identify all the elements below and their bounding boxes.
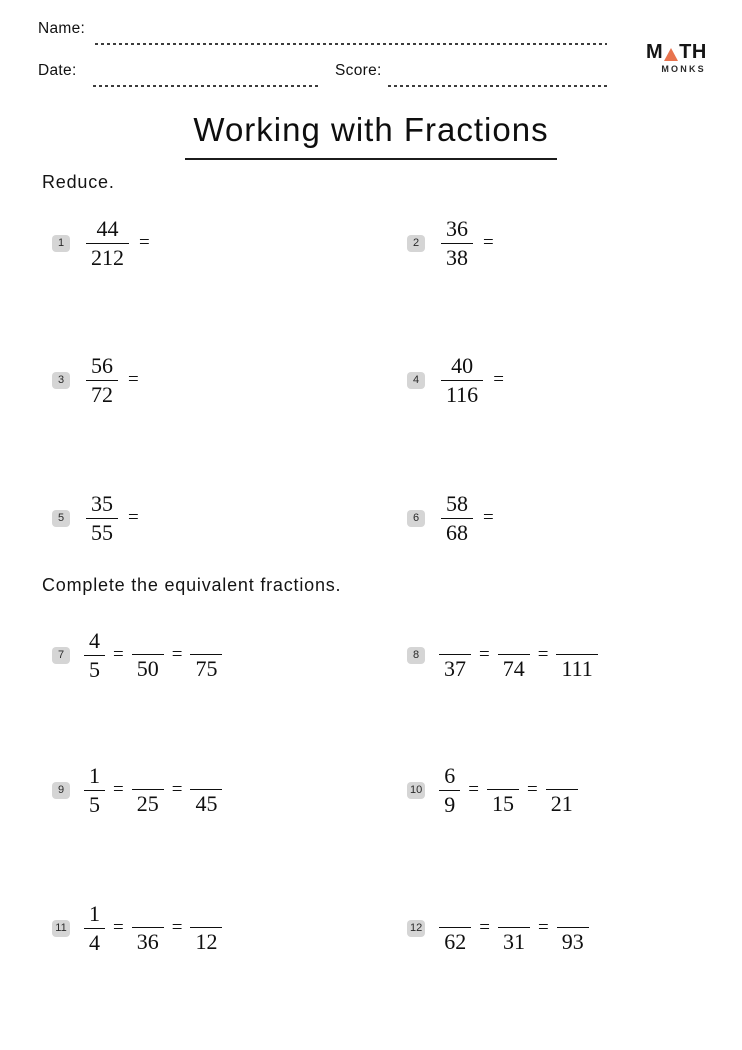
problem-number-badge: 7 [52, 647, 70, 664]
fraction [86, 215, 129, 270]
fraction [546, 765, 578, 815]
fraction-denominator: 37 [439, 654, 471, 680]
logo-letters-th: TH [679, 41, 707, 63]
fraction [498, 630, 530, 680]
fraction-denominator: 74 [498, 654, 530, 680]
problem-10 [407, 762, 700, 817]
fraction [132, 765, 164, 815]
fraction-denominator: 93 [557, 927, 589, 953]
fraction-denominator: 15 [487, 789, 519, 815]
fraction-numerator: 56 [91, 352, 113, 378]
fraction [441, 490, 473, 545]
fraction-denominator: 4 [84, 928, 105, 954]
problem-11 [52, 900, 407, 955]
logo-wordmark [646, 42, 707, 62]
fraction-denominator: 55 [86, 518, 118, 544]
equals-sign: = [113, 644, 124, 665]
equals-sign: = [171, 644, 183, 665]
answer-blank[interactable] [450, 630, 460, 654]
fraction [86, 490, 118, 545]
problem-2 [407, 215, 700, 270]
problem-12 [407, 903, 700, 953]
problem-row-5 [52, 754, 700, 826]
problem-7 [52, 627, 407, 682]
fraction [439, 630, 471, 680]
fraction-denominator: 36 [132, 927, 164, 953]
equation [84, 900, 222, 955]
answer-blank[interactable] [498, 765, 508, 789]
fraction [190, 630, 222, 680]
fraction-numerator: 6 [444, 762, 456, 788]
fraction-denominator: 62 [439, 927, 471, 953]
fraction-numerator: 58 [446, 490, 468, 516]
fraction [132, 630, 164, 680]
problem-row-4 [52, 619, 700, 691]
problem-number-badge: 9 [52, 782, 70, 799]
name-label: Name: [38, 20, 86, 37]
equals-sign: = [479, 917, 490, 938]
instruction-equivalent-fractions: Complete the equivalent fractions. [42, 575, 342, 595]
equals-sign: = [113, 779, 124, 800]
fraction [487, 765, 519, 815]
problem-number-badge: 5 [52, 510, 70, 527]
date-field-line[interactable] [93, 85, 318, 87]
fraction [84, 627, 105, 682]
equals-sign: = [526, 779, 538, 800]
fraction-denominator: 25 [132, 789, 164, 815]
equation [439, 903, 588, 953]
equals-sign: = [537, 644, 549, 665]
equals-sign: = [468, 779, 479, 800]
equals-sign: = [113, 917, 124, 938]
fraction [439, 762, 460, 817]
date-label: Date: [38, 62, 77, 79]
problem-number-badge: 4 [407, 372, 425, 389]
answer-blank[interactable] [201, 765, 211, 789]
problem-5 [52, 490, 407, 545]
logo-letter-m: M [646, 41, 664, 63]
answer-blank[interactable] [557, 765, 567, 789]
fraction [441, 215, 473, 270]
triangle-icon [664, 48, 678, 61]
answer-blank[interactable] [509, 903, 519, 927]
fraction [556, 630, 597, 680]
instruction-reduce: Reduce. [42, 172, 115, 192]
problem-row-2 [52, 344, 700, 416]
fraction [86, 352, 118, 407]
problem-4 [407, 352, 700, 407]
equals-sign: = [139, 232, 150, 253]
fraction [441, 352, 483, 407]
answer-blank[interactable] [143, 903, 153, 927]
page-title: Working with Fractions [185, 111, 556, 160]
equals-sign: = [128, 507, 139, 528]
equation [84, 762, 222, 817]
title-container [0, 111, 742, 160]
problem-row-6 [52, 892, 700, 964]
answer-blank[interactable] [572, 630, 582, 654]
fraction [498, 903, 530, 953]
equation [84, 627, 222, 682]
fraction-denominator: 72 [86, 380, 118, 406]
equation [439, 762, 577, 817]
fraction [190, 903, 222, 953]
problem-8 [407, 630, 700, 680]
equals-sign: = [493, 369, 504, 390]
equals-sign: = [128, 369, 139, 390]
problem-number-badge: 3 [52, 372, 70, 389]
score-field-line[interactable] [388, 85, 607, 87]
problem-number-badge: 8 [407, 647, 425, 664]
equals-sign: = [171, 917, 183, 938]
fraction-numerator: 1 [89, 762, 100, 788]
problem-number-badge: 12 [407, 920, 425, 937]
logo-subtitle: MONKS [661, 64, 706, 74]
fraction-denominator: 212 [86, 243, 129, 269]
answer-blank[interactable] [143, 765, 153, 789]
answer-blank[interactable] [143, 630, 153, 654]
equation [439, 630, 598, 680]
fraction-numerator: 35 [91, 490, 113, 516]
problem-number-badge: 11 [52, 920, 70, 937]
problem-9 [52, 762, 407, 817]
fraction-denominator: 38 [441, 243, 473, 269]
problem-number-badge: 2 [407, 235, 425, 252]
fraction-denominator: 111 [556, 654, 597, 680]
fraction-numerator: 44 [96, 215, 119, 241]
problem-row-1 [52, 207, 700, 279]
fraction [84, 900, 105, 955]
name-field-line[interactable] [95, 43, 607, 45]
answer-blank[interactable] [201, 903, 211, 927]
fraction-denominator: 45 [190, 789, 222, 815]
fraction [132, 903, 164, 953]
fraction [439, 903, 471, 953]
fraction-numerator: 1 [89, 900, 100, 926]
fraction-denominator: 12 [190, 927, 222, 953]
math-monks-logo [646, 42, 707, 74]
problem-number-badge: 10 [407, 782, 425, 799]
fraction-denominator: 5 [84, 655, 105, 681]
problem-1 [52, 215, 407, 270]
answer-blank[interactable] [509, 630, 519, 654]
answer-blank[interactable] [568, 903, 578, 927]
problem-6 [407, 490, 700, 545]
fraction [190, 765, 222, 815]
fraction-denominator: 31 [498, 927, 530, 953]
fraction-numerator: 40 [451, 352, 474, 378]
equals-sign: = [171, 779, 183, 800]
fraction-denominator: 21 [546, 789, 578, 815]
problem-number-badge: 1 [52, 235, 70, 252]
answer-blank[interactable] [450, 903, 460, 927]
fraction-denominator: 75 [190, 654, 222, 680]
score-label: Score: [335, 62, 382, 79]
problem-number-badge: 6 [407, 510, 425, 527]
fraction [84, 762, 105, 817]
fraction [557, 903, 589, 953]
problem-3 [52, 352, 407, 407]
fraction-denominator: 68 [441, 518, 473, 544]
fraction-numerator: 4 [89, 627, 100, 653]
fraction-denominator: 50 [132, 654, 164, 680]
fraction-denominator: 116 [441, 380, 483, 406]
problem-row-3 [52, 482, 700, 554]
answer-blank[interactable] [201, 630, 211, 654]
equals-sign: = [537, 917, 549, 938]
equals-sign: = [483, 507, 494, 528]
equals-sign: = [479, 644, 490, 665]
fraction-denominator: 9 [439, 790, 460, 816]
fraction-numerator: 36 [446, 215, 468, 241]
equals-sign: = [483, 232, 494, 253]
fraction-denominator: 5 [84, 790, 105, 816]
